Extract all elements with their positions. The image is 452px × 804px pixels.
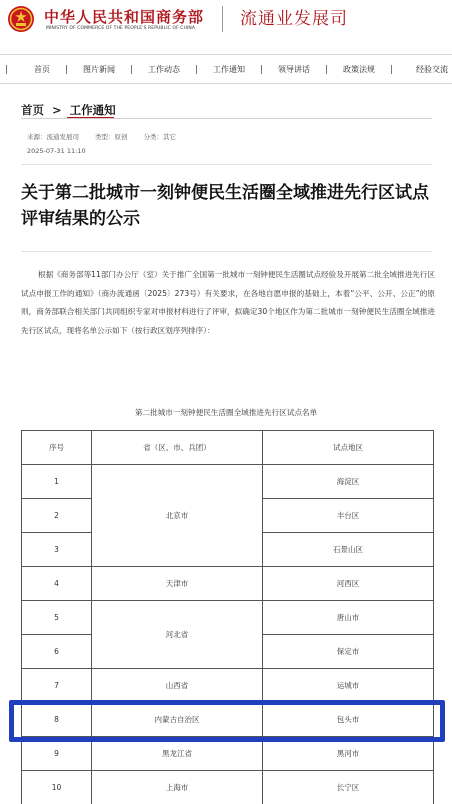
nav-separator <box>131 65 132 74</box>
nav-item-policies[interactable]: 政策法规 <box>343 65 375 74</box>
row-area: 长宁区 <box>263 771 434 804</box>
row-province: 山西省 <box>92 669 263 703</box>
breadcrumb-current[interactable]: 工作通知 <box>69 103 116 117</box>
row-number: 3 <box>22 533 92 567</box>
article-type: 类型：原创 <box>95 133 128 141</box>
table-header-row <box>22 431 434 465</box>
row-area: 黑河市 <box>263 737 434 771</box>
table-row <box>22 601 434 635</box>
pilot-list-table <box>21 430 434 804</box>
row-number: 10 <box>22 771 92 804</box>
row-province: 河北省 <box>92 601 263 669</box>
row-province: 上海市 <box>92 771 263 804</box>
row-number: 4 <box>22 567 92 601</box>
bureau-name[interactable]: 流通业发展司 <box>240 9 348 29</box>
ministry-name-english: MINISTRY OF COMMERCE OF THE PEOPLE'S REPUBLIC OF CHINA <box>46 26 196 31</box>
table-row <box>22 737 434 771</box>
national-emblem-icon <box>7 5 35 33</box>
row-province: 北京市 <box>92 465 263 567</box>
ministry-name[interactable]: 中华人民共和国商务部 <box>44 8 205 26</box>
header-area: 试点地区 <box>263 431 434 465</box>
table-row <box>22 567 434 601</box>
row-area: 唐山市 <box>263 601 434 635</box>
nav-separator <box>196 65 197 74</box>
nav-separator <box>66 65 67 74</box>
nav-item-home[interactable]: 首页 <box>34 65 50 74</box>
header-number: 序号 <box>22 431 92 465</box>
header-divider <box>222 6 223 32</box>
table-row <box>22 669 434 703</box>
nav-separator <box>326 65 327 74</box>
site-header <box>0 0 452 46</box>
breadcrumb-separator: > <box>52 103 62 117</box>
row-area: 保定市 <box>263 635 434 669</box>
row-province: 黑龙江省 <box>92 737 263 771</box>
breadcrumb-divider <box>21 118 432 119</box>
title-divider <box>21 251 432 252</box>
row-number: 8 <box>22 703 92 737</box>
row-number: 7 <box>22 669 92 703</box>
row-area: 丰台区 <box>263 499 434 533</box>
article-meta <box>27 132 192 141</box>
row-area: 海淀区 <box>263 465 434 499</box>
nav-item-photo-news[interactable]: 图片新闻 <box>83 65 115 74</box>
article-paragraph: 根据《商务部等11部门办公厅（室）关于推广全国第一批城市一刻钟便民生活圈试点经验及开展第二批全域推进先行区试点申报工作的通知》（商办流通函〔2025〕273号）有关要求，在各地自愿申报的基础上，本着“公平、公开、公正”的原则，商务部联合相关部门共同组织专家对申报材料进行了评审，拟确定30个地区作为第二批城市一刻钟便民生活圈全域推进先行区试点，现将名单公示如下（按行政区划序列排序）： <box>21 270 435 335</box>
row-area: 石景山区 <box>263 533 434 567</box>
row-province: 天津市 <box>92 567 263 601</box>
nav-separator <box>6 65 7 74</box>
breadcrumb-home[interactable]: 首页 <box>21 103 44 117</box>
article-source: 来源：流通发展司 <box>27 133 79 141</box>
article-title: 关于第二批城市一刻钟便民生活圈全域推进先行区试点评审结果的公示 <box>21 183 429 229</box>
nav-item-experience[interactable]: 经验交流 <box>416 65 448 74</box>
row-area: 包头市 <box>263 703 434 737</box>
nav-item-work-notices[interactable]: 工作通知 <box>213 65 245 74</box>
article-date: 2025-07-31 11:10 <box>27 147 86 155</box>
table-row-highlighted <box>22 703 434 737</box>
row-area: 运城市 <box>263 669 434 703</box>
row-number: 9 <box>22 737 92 771</box>
table-row <box>22 771 434 804</box>
row-area: 河西区 <box>263 567 434 601</box>
table-caption: 第二批城市一刻钟便民生活圈全域推进先行区试点名单 <box>134 408 318 417</box>
meta-divider <box>21 164 432 165</box>
main-nav <box>0 54 452 84</box>
row-number: 1 <box>22 465 92 499</box>
row-number: 2 <box>22 499 92 533</box>
header-province: 省（区、市、兵团） <box>92 431 263 465</box>
nav-item-work-updates[interactable]: 工作动态 <box>148 65 180 74</box>
article-category: 分类：其它 <box>143 133 176 141</box>
nav-separator <box>261 65 262 74</box>
row-number: 5 <box>22 601 92 635</box>
breadcrumb <box>21 102 116 118</box>
table-row <box>22 465 434 499</box>
nav-item-leader-speeches[interactable]: 领导讲话 <box>278 65 310 74</box>
row-province: 内蒙古自治区 <box>92 703 263 737</box>
row-number: 6 <box>22 635 92 669</box>
nav-separator <box>391 65 392 74</box>
